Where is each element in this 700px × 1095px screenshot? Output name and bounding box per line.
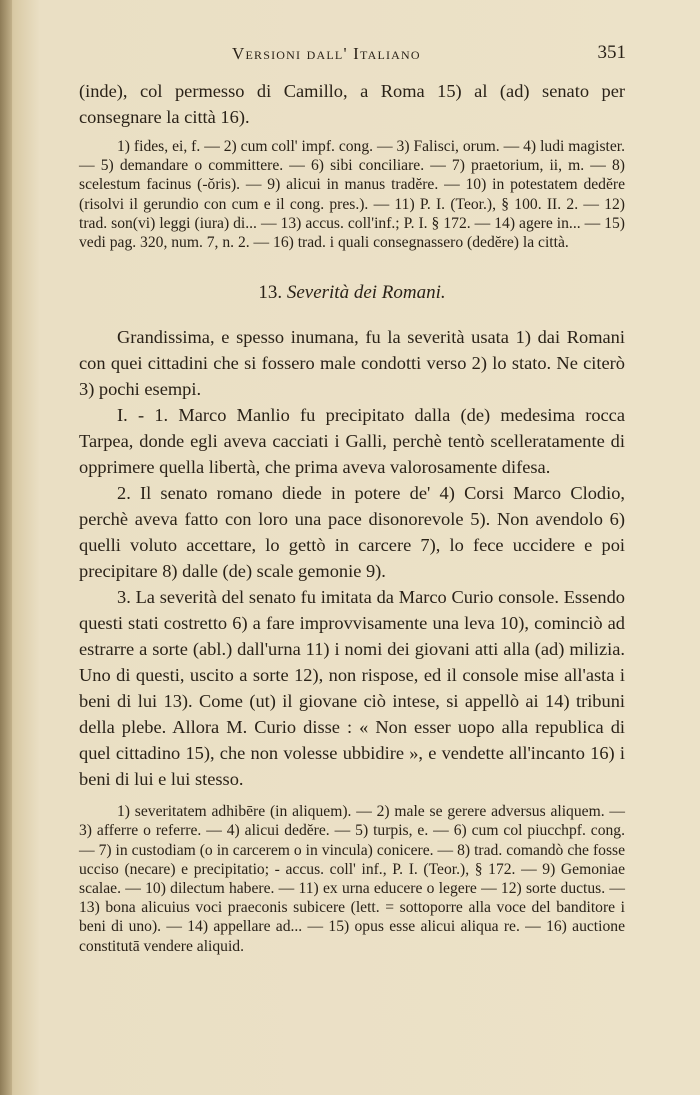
body-paragraph: 2. Il senato romano diede in potere de' 4) Corsi Marco Clodio, perchè aveva fatto con loro una pace disonorevole 5). Non avendolo 6) quelli voluto accettare, lo gettò in carcere 7), lo fece uccidere e poi precipitare 8) dalle (de) scale gemonie 9). (79, 483, 625, 582)
intro-paragraph: (inde), col permesso di Camillo, a Roma 15) al (ad) senato per consegnare la città 16). (79, 81, 625, 127)
section-number: 13. (258, 282, 283, 304)
section-heading (79, 282, 625, 304)
running-title: Versioni dall' Italiano (232, 44, 421, 63)
body-paragraph: I. - 1. Marco Manlio fu precipitato dalla (de) medesima rocca Tarpea, donde egli aveva cacciati i Galli, perchè tentò scelleratamente di opprimere quella libertà, che prima aveva valorosamente difesa. (79, 405, 625, 478)
body-paragraph: 3. La severità del senato fu imitata da Marco Curio console. Essendo questi stati costretto 6) a fare improvvisamente una leva 10), cominciò ad estrarre a sorte (abl.) dall'urna 11) i nomi dei giovani atti alla (ad) milizia. Uno di questi, uscito a sorte 12), non rispose, ed il console mise all'asta i beni di lui 13). Come (ut) il giovane ciò intese, si appellò ai 14) tribuni della plebe. Allora M. Curio disse : « Non esser uopo alla republica di quel cittadino 15), che non volesse ubbidire », e vendette all'incanto 16) i beni di lui e lui stesso. (79, 587, 625, 790)
footnotes-top: 1) fides, ei, f. — 2) cum coll' impf. cong. — 3) Falisci, orum. — 4) ludi magister. — 5) demandare o committere. — 6) sibi conciliare. — 7) praetorium, ii, m. — 8) scelestum facinus (-ŏris). — 9) alicui in manus tradĕre. — 10) in potestatem dedĕre (risolvi il gerundio con cum e il cong. pres.). — 11) P. I. (Teor.), § 100. II. 2. — 12) trad. son(vi) leggi (iura) di... — 13) accus. coll'inf.; P. I. § 172. — 14) agere in... — 15) vedi pag. 320, num. 7, n. 2. — 16) trad. i quali consegnassero (dedĕre) la città. (79, 138, 625, 252)
body-paragraph: Grandissima, e spesso inumana, fu la severità usata 1) dai Romani con quei cittadini che si fossero male condotti verso 2) lo stato. Ne citerò 3) pochi esempi. (79, 327, 625, 400)
page-number: 351 (597, 42, 626, 63)
book-spine-shadow (0, 0, 12, 1095)
footnotes-bottom: 1) severitatem adhibēre (in aliquem). — 2) male se gerere adversus aliquem. — 3) afferre o referre. — 4) alicui dedĕre. — 5) turpis, e. — 6) cum col piucchpf. cong. — 7) in custodiam (o in carcerem o in vincula) conicere. — 8) trad. comandò che fosse ucciso (necare) e precipitatio; - accus. coll' inf., P. I. (Teor.), § 172. — 9) Gemoniae scalae. — 10) dilectum habere. — 11) ex urna educere o legere — 12) sorte ductus. — 13) bona alicuius voci praeconis subicere (lett. = sottoporre alla voce del banditore i beni di uno). — 14) appellare ad... — 15) opus esse alicui aliqua re. — 16) auctione constitutā vendere aliquid. (79, 803, 625, 955)
section-title: Severità dei Romani. (286, 282, 446, 304)
page-header (80, 44, 630, 70)
page-content (79, 78, 625, 956)
